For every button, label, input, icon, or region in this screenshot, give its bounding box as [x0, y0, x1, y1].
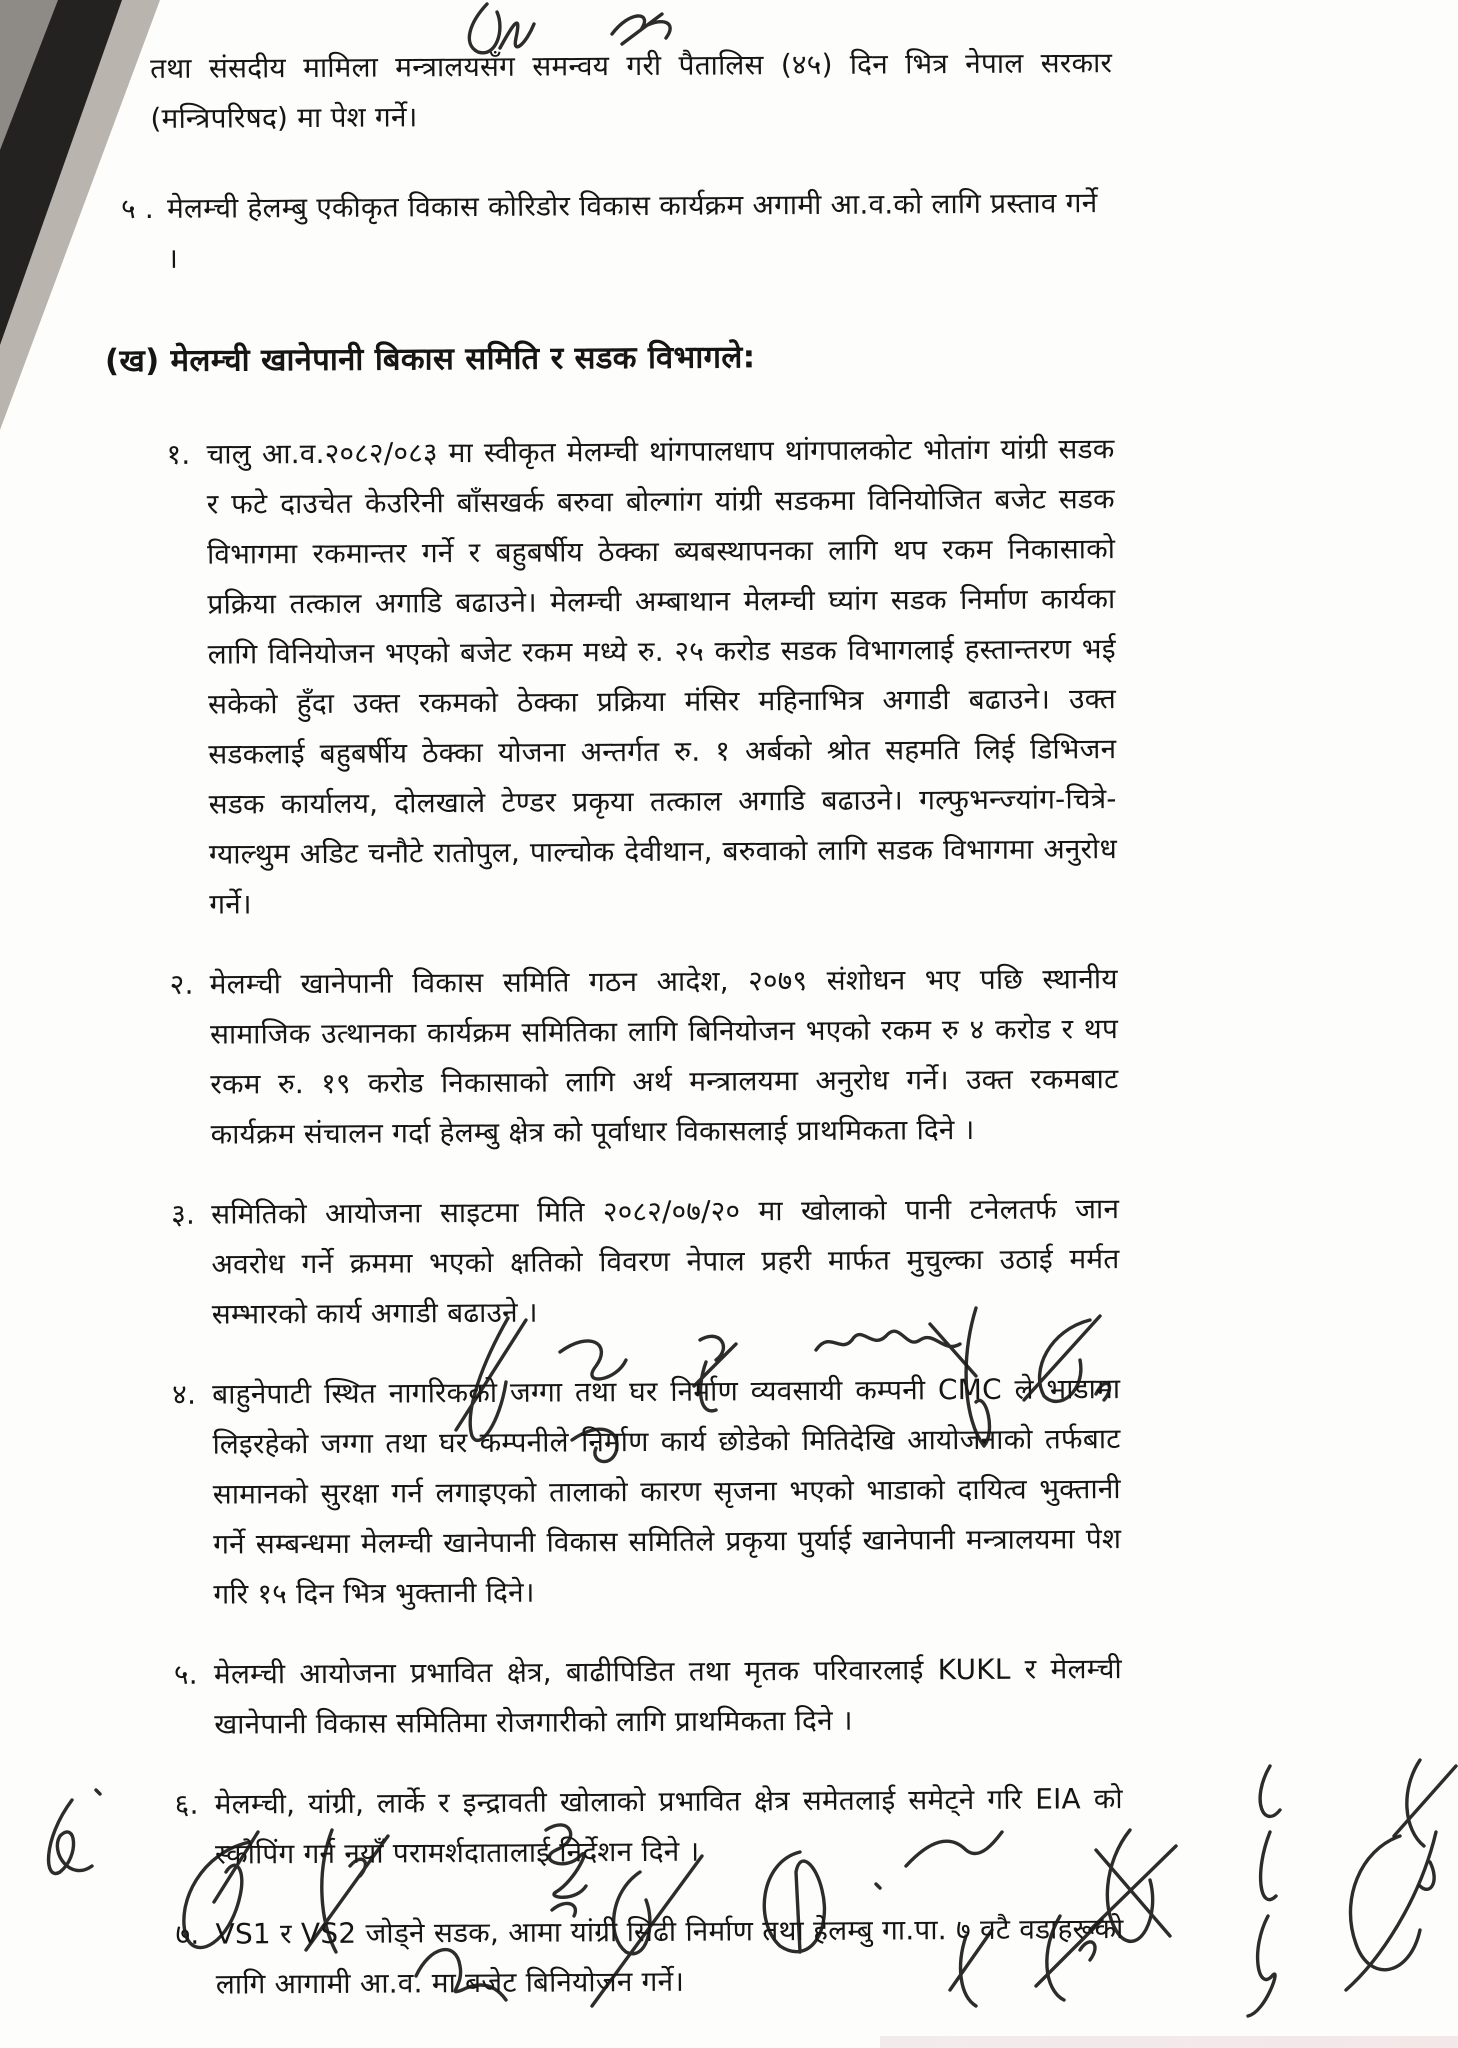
item-text: मेलम्ची आयोजना प्रभावित क्षेत्र, बाढीपिडित तथा मृतक परिवारलाई KUKL र मेलम्ची खानेपानी विकास समितिमा रोजगारीको लागि प्राथमिकता दिने ।	[213, 1652, 1123, 1741]
signature-stroke	[1248, 1766, 1280, 2016]
list-item	[166, 424, 1117, 930]
scan-bottom-artifact	[880, 2036, 1458, 2048]
item-text: बाहुनेपाटी स्थित नागरिकको जग्गा तथा घर निर्माण व्यवसायी कम्पनी CMC ले भाडामा लिइरहेको जग्गा तथा घर कम्पनीले निर्माण कार्य छोडेको मितिदेखि आयोजनाको तर्फबाट सामानको सुरक्षा गर्न लगाइएको तालाको कारण सृजना भएको भाडाको दायित्व भुक्तानी गर्ने सम्बन्धमा मेलम्ची खानेपानी विकास समितिले प्रकृया पुर्याई खानेपानी मन्त्रालयमा पेश गरि १५ दिन भित्र भुक्तानी दिने।	[212, 1372, 1122, 1611]
list-item	[172, 1364, 1122, 1620]
list-item	[175, 1904, 1124, 2010]
list-item	[174, 1644, 1123, 1750]
continuation-paragraph: तथा संसदीय मामिला मन्त्रालयसँग समन्वय गरी पैतालिस (४५) दिन भित्र नेपाल सरकार (मन्त्रिपरिषद) मा पेश गर्ने।	[150, 46, 1113, 135]
list-item	[171, 1184, 1120, 1340]
item-number: २.	[169, 967, 194, 1001]
item-number: ५.	[173, 1657, 198, 1691]
list-item	[170, 954, 1119, 1160]
section-heading: (ख) मेलम्ची खानेपानी बिकास समिति र सडक विभागले:	[104, 339, 756, 380]
item-text: चालु आ.व.२०८२/०८३ मा स्वीकृत मेलम्ची थांगपालधाप थांगपालकोट भोतांग यांग्री सडक र फटे दाउचेत केउरिनी बाँसखर्क बरुवा बोल्गांग यांग्री सडकमा विनियोजित बजेट सडक विभागमा रकमान्तर गर्ने र बहुबर्षीय ठेक्का ब्यबस्थापनका लागि थप रकम निकासाको प्रक्रिया तत्काल अगाडि बढाउने। मेलम्ची अम्बाथान मेलम्ची घ्यांग सडक निर्माण कार्यका लागि विनियोजन भएको बजेट रकम मध्ये रु. २५ करोड सडक विभागलाई हस्तान्तरण भई सकेको हुँदा उक्त रकमको ठेक्का प्रक्रिया मंसिर महिनाभित्र अगाडी बढाउने। उक्त सडकलाई बहुबर्षीय ठेक्का योजना अन्तर्गत रु. १ अर्बको श्रोत सहमति लिई डिभिजन सडक कार्यालय, दोलखाले टेण्डर प्रकृया तत्काल अगाडि बढाउने। गल्फुभन्ज्यांग-चित्रे-ग्याल्थुम अडिट चनौटे रातोपुल, पाल्चोक देवीथान, बरुवाको लागि सडक विभागमा अनुरोध गर्ने।	[206, 432, 1118, 921]
item-text: मेलम्ची खानेपानी विकास समिति गठन आदेश, २०७९ संशोधन भए पछि स्थानीय सामाजिक उत्थानका कार्यक्रम समितिका लागि बिनियोजन भएको रकम रु ४ करोड र थप रकम रु. १९ करोड निकासाको लागि अर्थ मन्त्रालयमा अनुरोध गर्ने। उक्त रकमबाट कार्यक्रम संचालन गर्दा हेलम्बु क्षेत्र को पूर्वाधार विकासलाई प्राथमिकता दिने ।	[209, 962, 1119, 1151]
item-number: ४.	[172, 1377, 197, 1411]
item-number: ३.	[171, 1197, 196, 1231]
previous-list-item	[121, 178, 1114, 284]
signature-stroke	[612, 14, 670, 44]
signature-stroke	[1394, 1760, 1456, 1889]
item-text: समितिको आयोजना साइटमा मिति २०८२/०७/२० मा खोलाको पानी टनेलतर्फ जान अवरोध गर्ने क्रममा भएको क्षतिको विवरण नेपाल प्रहरी मार्फत मुचुल्का उठाई मर्मत सम्भारको कार्य अगाडी बढाउने ।	[211, 1192, 1120, 1331]
item-text: VS1 र VS2 जोड्ने सडक, आमा यांग्री सिढी निर्माण तथा हेलम्बु गा.पा. ७ वटै वडाहरूको लागि आगामी आ.व. मा बजेट बिनियोजन गर्ने।	[215, 1912, 1124, 2001]
item-text: मेलम्ची, यांग्री, लार्के र इन्द्रावती खोलाको प्रभावित क्षेत्र समेतलाई समेट्ने गरि EIA को स्कोपिंग गर्न नयाँ परामर्शदातालाई निर्देशन दिने ।	[214, 1782, 1123, 1871]
document-body	[104, 38, 1124, 2040]
resolution-list	[166, 424, 1124, 2010]
item-number: ६.	[174, 1787, 199, 1821]
item-number: १.	[166, 437, 191, 471]
list-item	[175, 1774, 1124, 1880]
previous-item-number: ५ .	[120, 191, 155, 226]
item-number: ७.	[175, 1917, 200, 1951]
signature-stroke	[49, 1790, 100, 1873]
signature-stroke	[1346, 1832, 1436, 1990]
previous-item-text: मेलम्ची हेलम्बु एकीकृत विकास कोरिडोर विकास कार्यक्रम अगामी आ.व.को लागि प्रस्ताव गर्ने ।	[166, 186, 1098, 275]
